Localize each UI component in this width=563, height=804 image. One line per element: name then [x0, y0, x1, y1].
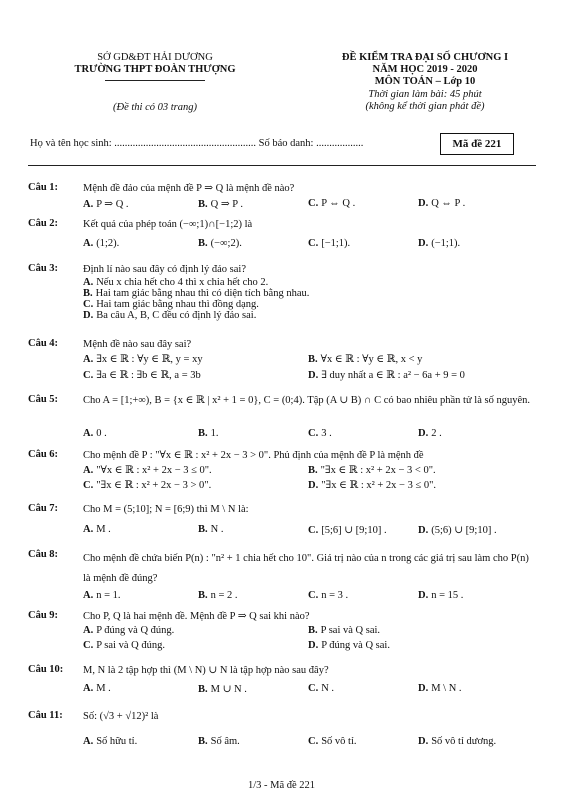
question-text: Định lí nào sau đây có định lý đảo sai?	[83, 264, 247, 275]
option-c: C. [−1;1).	[308, 238, 351, 249]
option-b: B. N .	[198, 524, 224, 535]
question-text: Cho P, Q là hai mệnh đề. Mệnh đề P ⇒ Q sai khi nào?	[83, 611, 310, 622]
school-underline	[105, 80, 205, 81]
department-name: SỞ GD&ĐT HẢI DƯƠNG	[97, 52, 213, 63]
question-number: Câu 6:	[28, 449, 59, 460]
option-b: B. M ∪ N .	[198, 684, 247, 695]
option-d: D. n = 15 .	[418, 590, 464, 601]
question-number: Câu 9:	[28, 610, 59, 621]
option-b: B. 1.	[198, 428, 219, 439]
question-number: Câu 1:	[28, 182, 59, 193]
option-a: A. ∃x ∈ ℝ : ∀y ∈ ℝ, y = xy	[83, 354, 203, 365]
question-text: Cho A = [1;+∞), B = {x ∈ ℝ | x² + 1 = 0}, C = (0;4). Tập (A ∪ B) ∩ C có bao nhiêu phần tử là số nguyên.	[83, 395, 530, 406]
option-c: C. ∃a ∈ ℝ : ∃b ∈ ℝ, a = 3b	[83, 370, 201, 381]
question-text: Cho mệnh đề chứa biến P(n) : "n² + 1 chia hết cho 10". Giá trị nào của n trong các giá trị sau làm cho P(n) là mệnh đề đúng?	[83, 553, 529, 584]
option-d: D. Q ⇔ P .	[418, 198, 466, 209]
option-a: A. 0 .	[83, 428, 107, 439]
question-text: Cho M = (5;10]; N = [6;9) thì M \ N là:	[83, 504, 249, 515]
option-b: B. ∀x ∈ ℝ : ∀y ∈ ℝ, x < y	[308, 354, 423, 365]
option-d: D. "∃x ∈ ℝ : x² + 2x − 3 ≤ 0".	[308, 480, 437, 491]
option-d: D. ∃ duy nhất a ∈ ℝ : a² − 6a + 9 = 0	[308, 370, 465, 381]
option-d: D. Ba câu A, B, C đều có định lý đảo sai.	[83, 310, 257, 321]
school-year: NĂM HỌC 2019 - 2020	[372, 64, 478, 75]
question-number: Câu 2:	[28, 218, 59, 229]
option-c: C. n = 3 .	[308, 590, 349, 601]
question-number: Câu 11:	[28, 710, 63, 721]
exam-time-note: (không kể thời gian phát đề)	[365, 101, 485, 112]
question-number: Câu 10:	[28, 664, 64, 675]
question-number: Câu 5:	[28, 394, 59, 405]
question-text: Cho mệnh đề P : "∀x ∈ ℝ : x² + 2x − 3 > 0". Phủ định của mệnh đề P là mệnh đề	[83, 450, 424, 461]
option-c: C. 3 .	[308, 428, 332, 439]
option-b: B. Hai tam giác bằng nhau thì có diện tích bằng nhau.	[83, 288, 310, 299]
option-b: B. "∃x ∈ ℝ : x² + 2x − 3 < 0".	[308, 465, 436, 476]
option-b: B. (−∞;2).	[198, 238, 242, 249]
exam-title: ĐỀ KIỂM TRA ĐẠI SỐ CHƯƠNG I	[341, 52, 509, 63]
option-b: B. n = 2 .	[198, 590, 238, 601]
option-c: C. [5;6] ∪ [9;10] .	[308, 525, 387, 536]
option-d: D. 2 .	[418, 428, 442, 439]
option-d: D. Số vô tỉ dương.	[418, 736, 497, 747]
question-text: M, N là 2 tập hợp thì (M \ N) ∪ N là tập hợp nào sau đây?	[83, 665, 329, 676]
option-c: C. Hai tam giác bằng nhau thì đồng dạng.	[83, 299, 259, 310]
exam-code-box	[440, 133, 514, 155]
option-a: A. Số hữu tỉ.	[83, 736, 138, 747]
option-b: B. Số âm.	[198, 736, 240, 747]
school-name: TRƯỜNG THPT ĐOÀN THƯỢNG	[74, 64, 236, 75]
question-text: Mệnh đề đảo của mệnh đề P ⇒ Q là mệnh đề nào?	[83, 183, 295, 194]
option-a: A. P đúng và Q đúng.	[83, 625, 175, 636]
option-d: D. (−1;1).	[418, 238, 461, 249]
question-number: Câu 7:	[28, 503, 59, 514]
option-b: B. Q ⇒ P .	[198, 199, 243, 210]
pages-note: (Đề thi có 03 trang)	[113, 102, 197, 113]
question-text: Số: (√3 + √12)² là	[83, 711, 159, 722]
student-info-line: Họ và tên học sinh: ...................................................... Số báo danh: ..................	[30, 138, 364, 149]
option-c: C. Số vô tỉ.	[308, 736, 357, 747]
option-c: C. N .	[308, 683, 335, 694]
question-text: Mệnh đề nào sau đây sai?	[83, 339, 192, 350]
question-text: Kết quả của phép toán (−∞;1)∩[−1;2) là	[83, 219, 253, 230]
option-a: A. Nếu x chia hết cho 4 thì x chia hết cho 2.	[83, 277, 269, 288]
option-a: A. P ⇒ Q .	[83, 199, 129, 210]
page-footer: 1/3 - Mã đề 221	[247, 780, 316, 791]
option-c: C. P sai và Q đúng.	[83, 640, 165, 651]
option-c: C. P ⇔ Q .	[308, 198, 356, 209]
option-d: D. P đúng và Q sai.	[308, 640, 390, 651]
option-a: A. n = 1.	[83, 590, 121, 601]
option-a: A. "∀x ∈ ℝ : x² + 2x − 3 ≤ 0".	[83, 465, 212, 476]
question-number: Câu 8:	[28, 549, 59, 560]
option-a: A. M .	[83, 683, 111, 694]
question-number: Câu 4:	[28, 338, 59, 349]
option-b: B. P sai và Q sai.	[308, 625, 381, 636]
option-a: A. (1;2).	[83, 238, 120, 249]
question-number: Câu 3:	[28, 263, 59, 274]
subject: MÔN TOÁN – Lớp 10	[374, 76, 476, 87]
option-d: D. (5;6) ∪ [9;10] .	[418, 525, 497, 536]
exam-code: Mã đề 221	[452, 138, 502, 150]
exam-time: Thời gian làm bài: 45 phút	[368, 89, 482, 100]
option-d: D. M \ N .	[418, 683, 462, 694]
option-c: C. "∃x ∈ ℝ : x² + 2x − 3 > 0".	[83, 480, 212, 491]
header-divider	[28, 165, 536, 166]
option-a: A. M .	[83, 524, 111, 535]
